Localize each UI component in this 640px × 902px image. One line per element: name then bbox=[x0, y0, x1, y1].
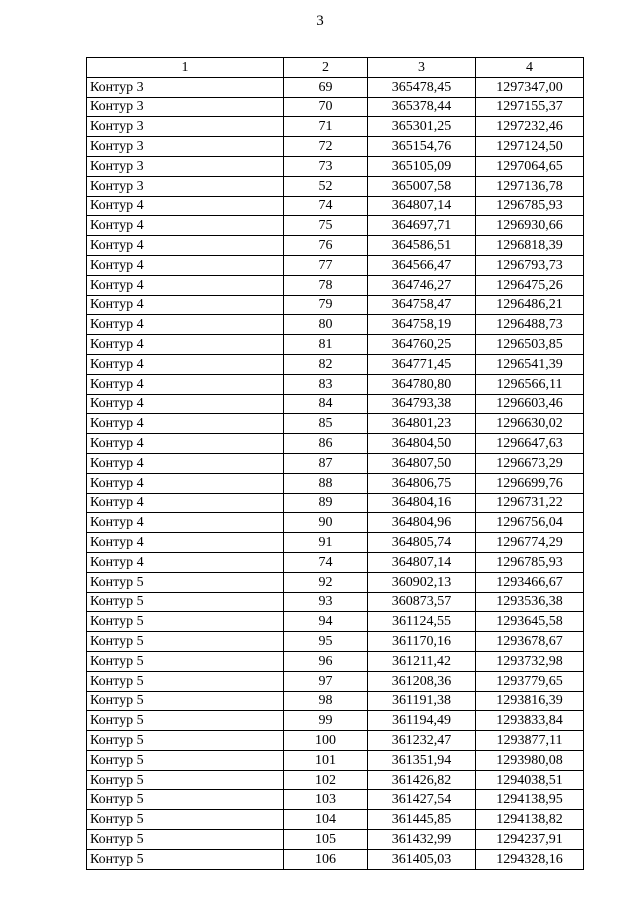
point-number-cell: 76 bbox=[284, 236, 368, 256]
y-coordinate-cell: 1297232,46 bbox=[476, 117, 584, 137]
y-coordinate-cell: 1296699,76 bbox=[476, 473, 584, 493]
table-row bbox=[87, 275, 584, 295]
point-number-cell: 94 bbox=[284, 612, 368, 632]
x-coordinate-cell: 364793,38 bbox=[368, 394, 476, 414]
x-coordinate-cell: 364804,16 bbox=[368, 493, 476, 513]
y-coordinate-cell: 1296488,73 bbox=[476, 315, 584, 335]
table-row bbox=[87, 612, 584, 632]
point-number-cell: 103 bbox=[284, 790, 368, 810]
point-number-cell: 84 bbox=[284, 394, 368, 414]
y-coordinate-cell: 1294328,16 bbox=[476, 849, 584, 869]
x-coordinate-cell: 365154,76 bbox=[368, 137, 476, 157]
y-coordinate-cell: 1296785,93 bbox=[476, 196, 584, 216]
x-coordinate-cell: 361427,54 bbox=[368, 790, 476, 810]
y-coordinate-cell: 1297155,37 bbox=[476, 97, 584, 117]
x-coordinate-cell: 361211,42 bbox=[368, 651, 476, 671]
contour-cell: Контур 5 bbox=[87, 632, 284, 652]
contour-cell: Контур 3 bbox=[87, 117, 284, 137]
table-row bbox=[87, 790, 584, 810]
table-row bbox=[87, 671, 584, 691]
contour-cell: Контур 5 bbox=[87, 592, 284, 612]
table-row bbox=[87, 97, 584, 117]
contour-cell: Контур 4 bbox=[87, 354, 284, 374]
table-row bbox=[87, 750, 584, 770]
y-coordinate-cell: 1296603,46 bbox=[476, 394, 584, 414]
point-number-cell: 90 bbox=[284, 513, 368, 533]
x-coordinate-cell: 364697,71 bbox=[368, 216, 476, 236]
point-number-cell: 74 bbox=[284, 552, 368, 572]
contour-cell: Контур 5 bbox=[87, 770, 284, 790]
point-number-cell: 93 bbox=[284, 592, 368, 612]
point-number-cell: 87 bbox=[284, 453, 368, 473]
point-number-cell: 97 bbox=[284, 671, 368, 691]
y-coordinate-cell: 1293678,67 bbox=[476, 632, 584, 652]
contour-cell: Контур 4 bbox=[87, 216, 284, 236]
x-coordinate-cell: 361445,85 bbox=[368, 810, 476, 830]
x-coordinate-cell: 365378,44 bbox=[368, 97, 476, 117]
point-number-cell: 82 bbox=[284, 354, 368, 374]
x-coordinate-cell: 364758,19 bbox=[368, 315, 476, 335]
point-number-cell: 99 bbox=[284, 711, 368, 731]
y-coordinate-cell: 1296630,02 bbox=[476, 414, 584, 434]
point-number-cell: 102 bbox=[284, 770, 368, 790]
contour-cell: Контур 3 bbox=[87, 176, 284, 196]
x-coordinate-cell: 361432,99 bbox=[368, 830, 476, 850]
y-coordinate-cell: 1296541,39 bbox=[476, 354, 584, 374]
contour-cell: Контур 4 bbox=[87, 473, 284, 493]
x-coordinate-cell: 364806,75 bbox=[368, 473, 476, 493]
contour-cell: Контур 5 bbox=[87, 651, 284, 671]
point-number-cell: 96 bbox=[284, 651, 368, 671]
y-coordinate-cell: 1296818,39 bbox=[476, 236, 584, 256]
y-coordinate-cell: 1296785,93 bbox=[476, 552, 584, 572]
contour-cell: Контур 5 bbox=[87, 731, 284, 751]
x-coordinate-cell: 361191,38 bbox=[368, 691, 476, 711]
y-coordinate-cell: 1293877,11 bbox=[476, 731, 584, 751]
contour-cell: Контур 4 bbox=[87, 295, 284, 315]
point-number-cell: 104 bbox=[284, 810, 368, 830]
point-number-cell: 78 bbox=[284, 275, 368, 295]
point-number-cell: 89 bbox=[284, 493, 368, 513]
y-coordinate-cell: 1293466,67 bbox=[476, 572, 584, 592]
page-number: 3 bbox=[316, 13, 324, 29]
x-coordinate-cell: 360873,57 bbox=[368, 592, 476, 612]
table-row bbox=[87, 552, 584, 572]
point-number-cell: 75 bbox=[284, 216, 368, 236]
x-coordinate-cell: 361194,49 bbox=[368, 711, 476, 731]
y-coordinate-cell: 1294138,95 bbox=[476, 790, 584, 810]
x-coordinate-cell: 361208,36 bbox=[368, 671, 476, 691]
y-coordinate-cell: 1297347,00 bbox=[476, 77, 584, 97]
contour-cell: Контур 5 bbox=[87, 671, 284, 691]
y-coordinate-cell: 1293645,58 bbox=[476, 612, 584, 632]
contour-cell: Контур 4 bbox=[87, 414, 284, 434]
point-number-cell: 69 bbox=[284, 77, 368, 97]
table-row bbox=[87, 513, 584, 533]
point-number-cell: 105 bbox=[284, 830, 368, 850]
table-row bbox=[87, 354, 584, 374]
contour-cell: Контур 3 bbox=[87, 77, 284, 97]
x-coordinate-cell: 364771,45 bbox=[368, 354, 476, 374]
table-row bbox=[87, 236, 584, 256]
table-row bbox=[87, 493, 584, 513]
x-coordinate-cell: 360902,13 bbox=[368, 572, 476, 592]
x-coordinate-cell: 365301,25 bbox=[368, 117, 476, 137]
x-coordinate-cell: 364746,27 bbox=[368, 275, 476, 295]
contour-cell: Контур 4 bbox=[87, 236, 284, 256]
x-coordinate-cell: 364807,14 bbox=[368, 196, 476, 216]
y-coordinate-cell: 1293536,38 bbox=[476, 592, 584, 612]
x-coordinate-cell: 364801,23 bbox=[368, 414, 476, 434]
header-row bbox=[87, 58, 584, 78]
table-row bbox=[87, 632, 584, 652]
x-coordinate-cell: 364758,47 bbox=[368, 295, 476, 315]
point-number-cell: 101 bbox=[284, 750, 368, 770]
contour-cell: Контур 5 bbox=[87, 572, 284, 592]
contour-cell: Контур 4 bbox=[87, 196, 284, 216]
table-row bbox=[87, 533, 584, 553]
table-row bbox=[87, 156, 584, 176]
table-row bbox=[87, 394, 584, 414]
x-coordinate-cell: 361351,94 bbox=[368, 750, 476, 770]
contour-cell: Контур 5 bbox=[87, 830, 284, 850]
table-row bbox=[87, 295, 584, 315]
point-number-cell: 92 bbox=[284, 572, 368, 592]
contour-cell: Контур 3 bbox=[87, 97, 284, 117]
x-coordinate-cell: 361405,03 bbox=[368, 849, 476, 869]
table-row bbox=[87, 731, 584, 751]
y-coordinate-cell: 1296486,21 bbox=[476, 295, 584, 315]
table-row bbox=[87, 849, 584, 869]
y-coordinate-cell: 1296647,63 bbox=[476, 434, 584, 454]
contour-cell: Контур 5 bbox=[87, 612, 284, 632]
y-coordinate-cell: 1294038,51 bbox=[476, 770, 584, 790]
contour-cell: Контур 5 bbox=[87, 691, 284, 711]
table-row bbox=[87, 572, 584, 592]
x-coordinate-cell: 364760,25 bbox=[368, 335, 476, 355]
table-row bbox=[87, 77, 584, 97]
y-coordinate-cell: 1293833,84 bbox=[476, 711, 584, 731]
table-row bbox=[87, 414, 584, 434]
header-col-2: 2 bbox=[284, 58, 368, 78]
table-row bbox=[87, 830, 584, 850]
y-coordinate-cell: 1294138,82 bbox=[476, 810, 584, 830]
contour-cell: Контур 4 bbox=[87, 315, 284, 335]
table-row bbox=[87, 770, 584, 790]
point-number-cell: 52 bbox=[284, 176, 368, 196]
point-number-cell: 72 bbox=[284, 137, 368, 157]
x-coordinate-cell: 364780,80 bbox=[368, 374, 476, 394]
table-row bbox=[87, 335, 584, 355]
y-coordinate-cell: 1297124,50 bbox=[476, 137, 584, 157]
y-coordinate-cell: 1293779,65 bbox=[476, 671, 584, 691]
table-body bbox=[87, 77, 584, 869]
x-coordinate-cell: 365478,45 bbox=[368, 77, 476, 97]
table-row bbox=[87, 196, 584, 216]
point-number-cell: 91 bbox=[284, 533, 368, 553]
y-coordinate-cell: 1296503,85 bbox=[476, 335, 584, 355]
header-col-4: 4 bbox=[476, 58, 584, 78]
point-number-cell: 95 bbox=[284, 632, 368, 652]
x-coordinate-cell: 365105,09 bbox=[368, 156, 476, 176]
contour-cell: Контур 4 bbox=[87, 552, 284, 572]
point-number-cell: 83 bbox=[284, 374, 368, 394]
header-col-3: 3 bbox=[368, 58, 476, 78]
x-coordinate-cell: 364807,50 bbox=[368, 453, 476, 473]
point-number-cell: 85 bbox=[284, 414, 368, 434]
x-coordinate-cell: 361124,55 bbox=[368, 612, 476, 632]
y-coordinate-cell: 1296756,04 bbox=[476, 513, 584, 533]
table-row bbox=[87, 651, 584, 671]
contour-cell: Контур 4 bbox=[87, 335, 284, 355]
y-coordinate-cell: 1294237,91 bbox=[476, 830, 584, 850]
y-coordinate-cell: 1296930,66 bbox=[476, 216, 584, 236]
contour-cell: Контур 5 bbox=[87, 810, 284, 830]
point-number-cell: 106 bbox=[284, 849, 368, 869]
contour-cell: Контур 5 bbox=[87, 750, 284, 770]
contour-cell: Контур 4 bbox=[87, 533, 284, 553]
contour-cell: Контур 5 bbox=[87, 849, 284, 869]
y-coordinate-cell: 1296475,26 bbox=[476, 275, 584, 295]
header-col-1: 1 bbox=[87, 58, 284, 78]
table-row bbox=[87, 434, 584, 454]
table-row bbox=[87, 711, 584, 731]
table-row bbox=[87, 691, 584, 711]
table-row bbox=[87, 810, 584, 830]
x-coordinate-cell: 364804,50 bbox=[368, 434, 476, 454]
contour-cell: Контур 4 bbox=[87, 255, 284, 275]
point-number-cell: 71 bbox=[284, 117, 368, 137]
table-header bbox=[87, 58, 584, 78]
point-number-cell: 81 bbox=[284, 335, 368, 355]
y-coordinate-cell: 1296673,29 bbox=[476, 453, 584, 473]
y-coordinate-cell: 1293980,08 bbox=[476, 750, 584, 770]
contour-cell: Контур 4 bbox=[87, 275, 284, 295]
table-row bbox=[87, 473, 584, 493]
x-coordinate-cell: 365007,58 bbox=[368, 176, 476, 196]
contour-cell: Контур 3 bbox=[87, 156, 284, 176]
contour-cell: Контур 4 bbox=[87, 394, 284, 414]
y-coordinate-cell: 1297136,78 bbox=[476, 176, 584, 196]
x-coordinate-cell: 364807,14 bbox=[368, 552, 476, 572]
contour-cell: Контур 4 bbox=[87, 434, 284, 454]
contour-cell: Контур 4 bbox=[87, 493, 284, 513]
x-coordinate-cell: 364804,96 bbox=[368, 513, 476, 533]
y-coordinate-cell: 1296793,73 bbox=[476, 255, 584, 275]
table-row bbox=[87, 315, 584, 335]
point-number-cell: 98 bbox=[284, 691, 368, 711]
contour-cell: Контур 3 bbox=[87, 137, 284, 157]
point-number-cell: 73 bbox=[284, 156, 368, 176]
contour-cell: Контур 5 bbox=[87, 790, 284, 810]
point-number-cell: 77 bbox=[284, 255, 368, 275]
point-number-cell: 79 bbox=[284, 295, 368, 315]
x-coordinate-cell: 364566,47 bbox=[368, 255, 476, 275]
x-coordinate-cell: 361170,16 bbox=[368, 632, 476, 652]
y-coordinate-cell: 1296731,22 bbox=[476, 493, 584, 513]
point-number-cell: 86 bbox=[284, 434, 368, 454]
table-row bbox=[87, 374, 584, 394]
contour-cell: Контур 4 bbox=[87, 513, 284, 533]
table-row bbox=[87, 453, 584, 473]
point-number-cell: 100 bbox=[284, 731, 368, 751]
table-row bbox=[87, 592, 584, 612]
table-row bbox=[87, 216, 584, 236]
contour-cell: Контур 4 bbox=[87, 453, 284, 473]
y-coordinate-cell: 1296774,29 bbox=[476, 533, 584, 553]
x-coordinate-cell: 364805,74 bbox=[368, 533, 476, 553]
table-row bbox=[87, 255, 584, 275]
y-coordinate-cell: 1297064,65 bbox=[476, 156, 584, 176]
point-number-cell: 88 bbox=[284, 473, 368, 493]
y-coordinate-cell: 1296566,11 bbox=[476, 374, 584, 394]
x-coordinate-cell: 361232,47 bbox=[368, 731, 476, 751]
point-number-cell: 74 bbox=[284, 196, 368, 216]
point-number-cell: 70 bbox=[284, 97, 368, 117]
contour-cell: Контур 4 bbox=[87, 374, 284, 394]
table-row bbox=[87, 137, 584, 157]
x-coordinate-cell: 364586,51 bbox=[368, 236, 476, 256]
contour-cell: Контур 5 bbox=[87, 711, 284, 731]
coordinates-table bbox=[86, 57, 584, 870]
x-coordinate-cell: 361426,82 bbox=[368, 770, 476, 790]
table-row bbox=[87, 117, 584, 137]
point-number-cell: 80 bbox=[284, 315, 368, 335]
y-coordinate-cell: 1293816,39 bbox=[476, 691, 584, 711]
y-coordinate-cell: 1293732,98 bbox=[476, 651, 584, 671]
table-row bbox=[87, 176, 584, 196]
